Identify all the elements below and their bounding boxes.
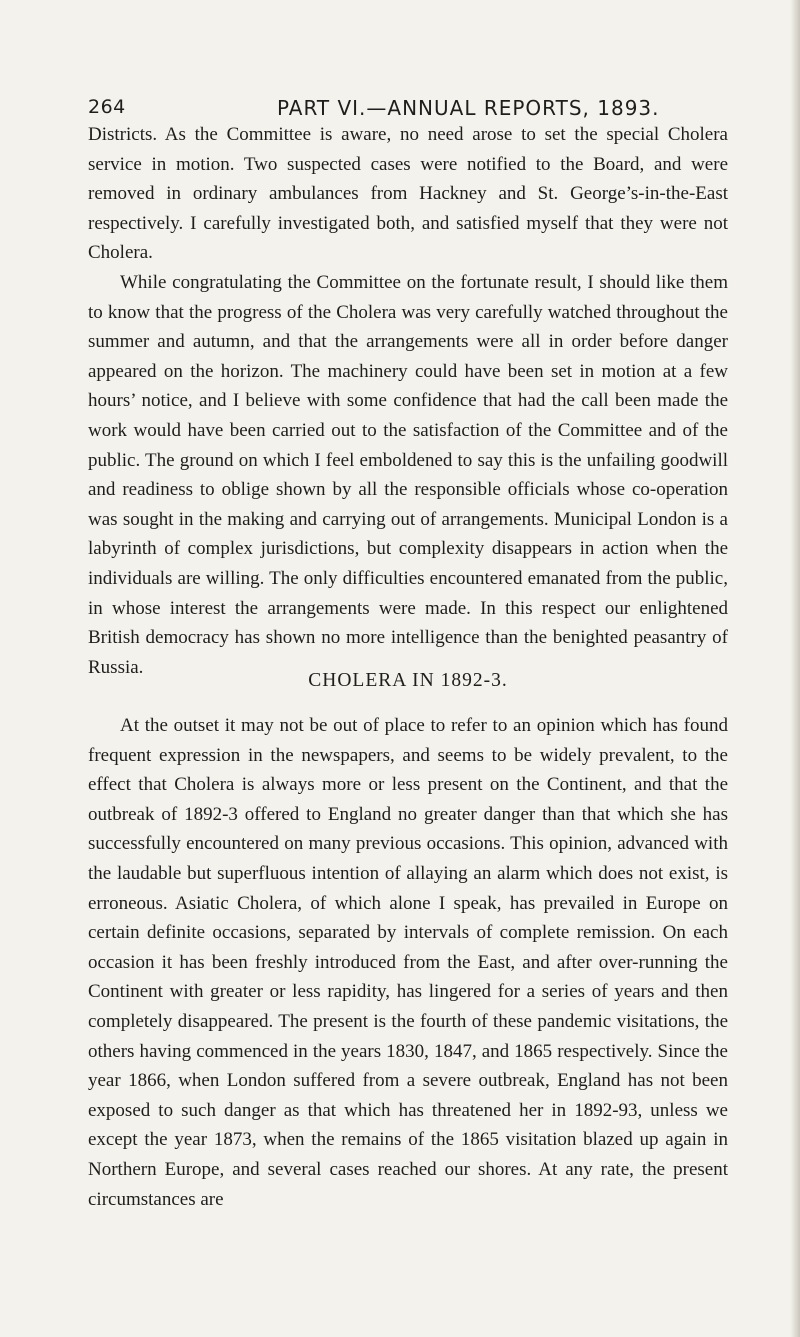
page-number: 264 <box>88 96 126 118</box>
section-heading: CHOLERA IN 1892-3. <box>308 670 508 691</box>
page-header <box>88 96 728 122</box>
opening-text <box>88 120 728 682</box>
page-edge-shadow <box>790 0 800 1337</box>
section-text <box>88 711 728 1214</box>
paragraph-districts: Districts. As the Committee is aware, no need arose to set the special Cholera service in motion. Two suspected cases were notified to the Board, and were removed in ordinary ambulances from Hackney and St. George’s-in-the-East respectively. I carefully investigated both, and satisfied myself that they were not Cholera. <box>88 124 728 264</box>
paragraph-congratulating: While congratulating the Committee on the fortunate result, I should like them to know that the progress of the Cholera was very carefully watched throughout the summer and autumn, and that the arrangements were all in order before danger appeared on the horizon. The machinery could have been set in motion at a few hours’ notice, and I believe with some confidence that had the call been made the work would have been carried out to the satisfaction of the Committee and of the public. The ground on which I feel emboldened to say this is the unfailing goodwill and readiness to oblige shown by all the responsible officials whose co-operation was sought in the making and carrying out of arrangements. Municipal London is a labyrinth of complex jurisdictions, but complexity disappears in action when the individuals are willing. The only difficulties encountered emanated from the public, in whose interest the arrangements were made. In this respect our enlightened British democracy has shown no more intelligence than the benighted peasantry of Russia. <box>88 271 728 678</box>
paragraph-outset: At the outset it may not be out of place to refer to an opinion which has found frequent expression in the newspapers, and seems to be widely prevalent, to the effect that Cholera is always more or less present on the Continent, and that the outbreak of 1892-3 offered to England no greater danger than that which she has successfully encountered on many previous occasions. This opinion, advanced with the laudable but superfluous intention of allaying an alarm which does not exist, is erroneous. Asiatic Cholera, of which alone I speak, has prevailed in Europe on certain definite occasions, separated by intervals of complete remission. On each occasion it has been freshly introduced from the East, and after over-running the Continent with greater or less rapidity, has lingered for a series of years and then completely disappeared. The present is the fourth of these pandemic visitations, the others having commenced in the years 1830, 1847, and 1865 respectively. Since the year 1866, when London suffered from a severe outbreak, England has not been exposed to such danger as that which has threatened her in 1892-93, unless we except the year 1873, when the remains of the 1865 visitation blazed up again in Northern Europe, and several cases reached our shores. At any rate, the present circumstances are <box>88 715 728 1210</box>
running-head: PART VI.—ANNUAL REPORTS, 1893. <box>277 96 660 120</box>
